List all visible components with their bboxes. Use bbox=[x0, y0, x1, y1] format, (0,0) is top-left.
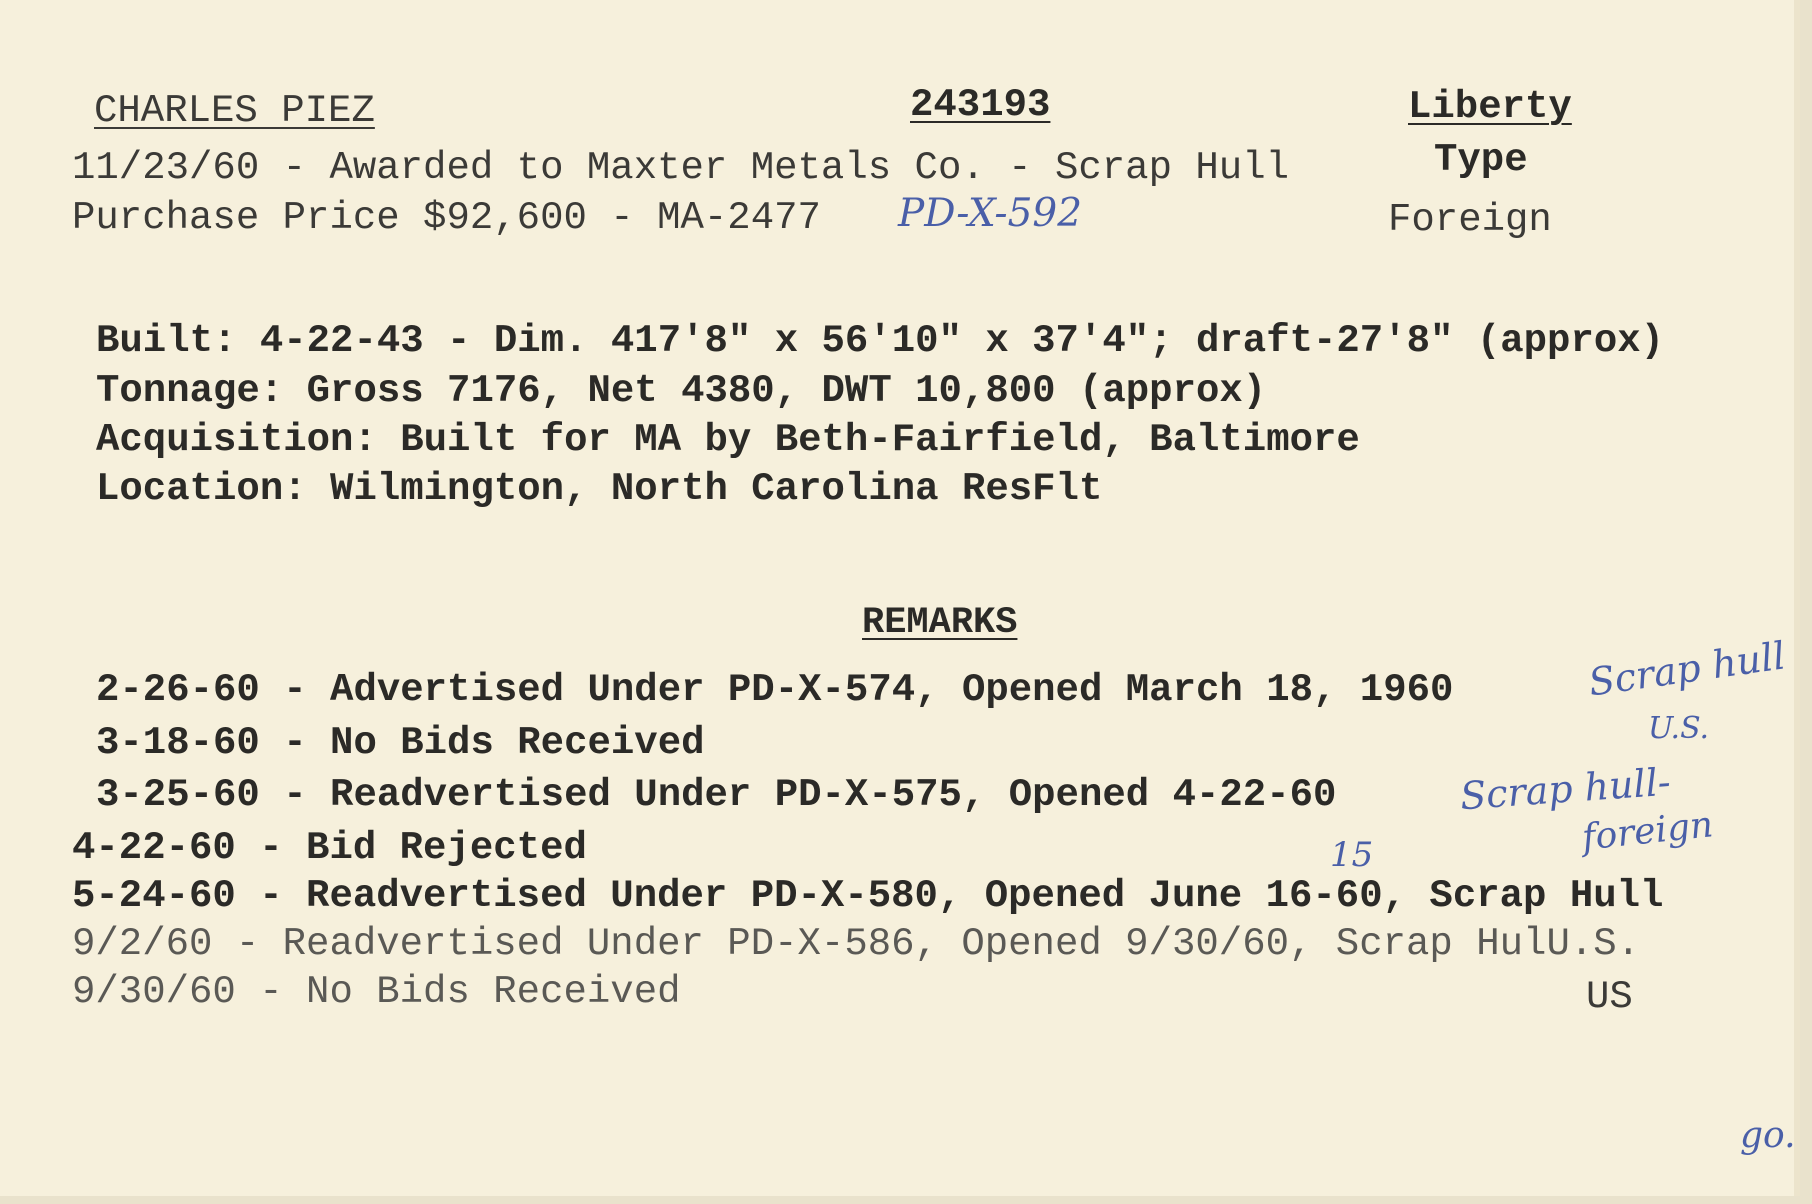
handwritten-correction: 15 bbox=[1330, 835, 1374, 875]
disposition: Foreign bbox=[1388, 198, 1552, 242]
vessel-name: CHARLES PIEZ bbox=[94, 89, 375, 133]
remark-entry: 3-25-60 - Readvertised Under PD-X-575, Opened 4-22-60 bbox=[96, 773, 1337, 817]
acquisition-line: Acquisition: Built for MA by Beth-Fairfield, Baltimore bbox=[96, 418, 1360, 462]
remark-entry: 4-22-60 - Bid Rejected bbox=[72, 826, 587, 870]
ship-type: Liberty bbox=[1408, 85, 1572, 129]
margin-note: foreign bbox=[1580, 804, 1715, 859]
type-label: Type bbox=[1434, 138, 1528, 182]
handwritten-pd-number: PD-X-592 bbox=[898, 191, 1083, 236]
remark-entry: 9/2/60 - Readvertised Under PD-X-586, Opened 9/30/60, Scrap HulU.S. bbox=[72, 922, 1641, 966]
tonnage-line: Tonnage: Gross 7176, Net 4380, DWT 10,800 (approx) bbox=[96, 369, 1267, 413]
margin-note: Scrap hull- bbox=[1458, 759, 1672, 819]
margin-note: U.S. bbox=[1648, 711, 1710, 746]
remark-entry: 2-26-60 - Advertised Under PD-X-574, Opened March 18, 1960 bbox=[96, 668, 1454, 712]
location-line: Location: Wilmington, North Carolina ResFlt bbox=[96, 467, 1103, 511]
card-number: 243193 bbox=[910, 83, 1051, 127]
remark-entry: 5-24-60 - Readvertised Under PD-X-580, Opened June 16-60, Scrap Hull bbox=[72, 874, 1664, 918]
remarks-heading: REMARKS bbox=[862, 602, 1018, 644]
margin-note: Scrap hull bbox=[1585, 633, 1788, 705]
us-note: US bbox=[1586, 975, 1633, 1019]
remark-entry: 9/30/60 - No Bids Received bbox=[72, 970, 681, 1014]
remark-entry: 3-18-60 - No Bids Received bbox=[96, 721, 705, 765]
award-line: 11/23/60 - Awarded to Maxter Metals Co. - Scrap Hull bbox=[72, 146, 1289, 190]
price-line: Purchase Price $92,600 - MA-2477 bbox=[72, 196, 821, 240]
built-line: Built: 4-22-43 - Dim. 417'8" x 56'10" x 37'4"; draft-27'8" (approx) bbox=[96, 319, 1665, 363]
initials: go. bbox=[1740, 1115, 1796, 1156]
